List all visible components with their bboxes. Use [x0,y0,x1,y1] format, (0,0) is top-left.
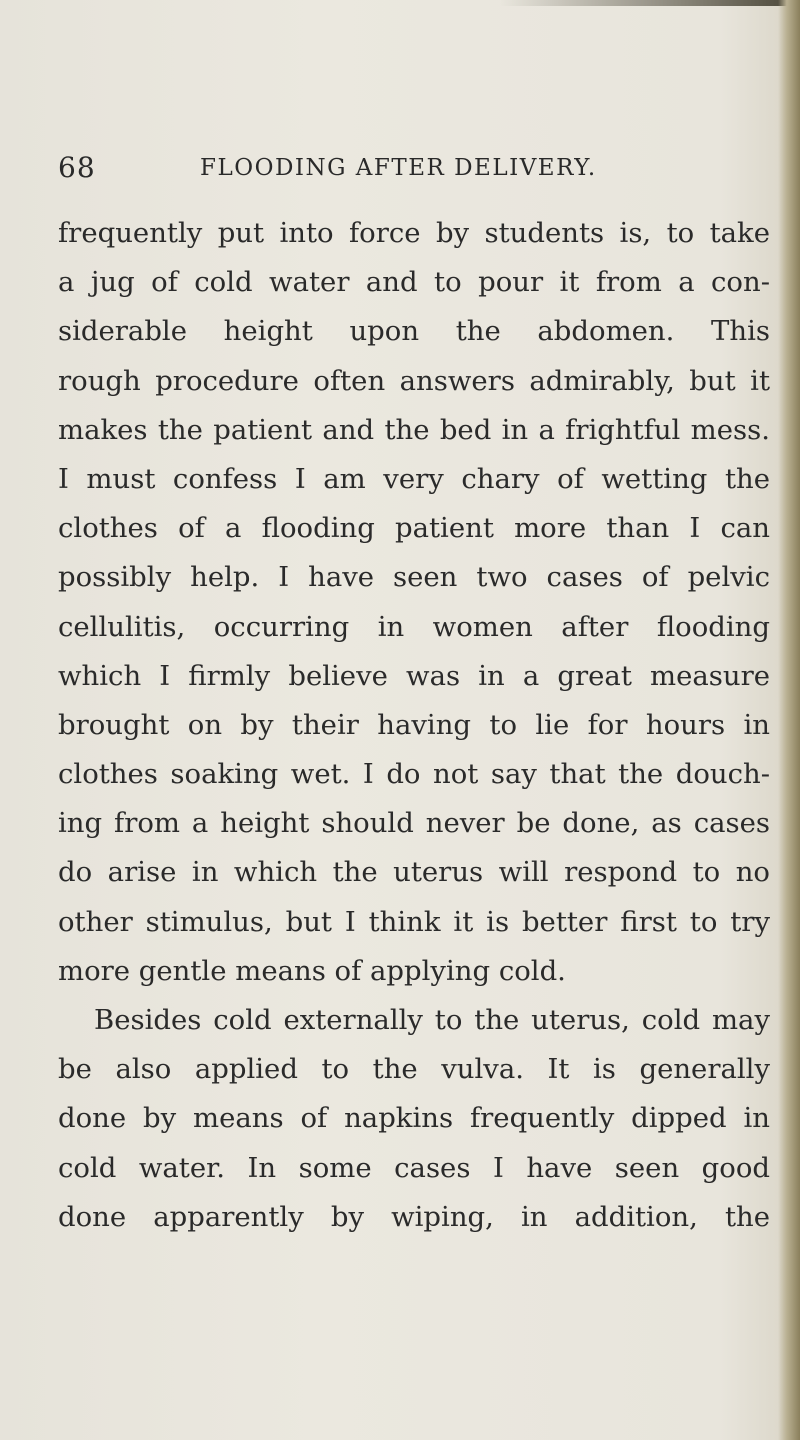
text-line: do arise in which the uterus will respond to no [58,856,770,889]
text-line: cold water. In some cases I have seen good [58,1151,770,1184]
text-line: which I firmly believe was in a great measure [58,659,770,692]
text-line: siderable height upon the abdomen. This [58,315,770,348]
text-line: more gentle means of applying cold. [58,954,566,987]
text-line: cellulitis, occurring in women after flooding [58,610,770,643]
body-text [58,209,770,1242]
text-line: rough procedure often answers admirably, but it [58,364,770,397]
text-line: clothes soaking wet. I do not say that the douch- [58,758,770,791]
running-head: FLOODING AFTER DELIVERY. [200,155,597,181]
page-number: 68 [58,151,96,184]
text-line: ing from a height should never be done, as cases [58,807,770,840]
text-line: makes the patient and the bed in a frightful mess. [58,413,770,446]
page-header [0,148,800,188]
text-line: done by means of napkins frequently dipped in [58,1102,770,1135]
text-line: brought on by their having to lie for hours in [58,708,770,741]
text-line: I must confess I am very chary of wetting the [58,462,770,495]
text-line: frequently put into force by students is, to take [58,217,770,249]
text-line: possibly help. I have seen two cases of pelvic [58,561,770,594]
text-line: Besides cold externally to the uterus, cold may [94,1004,770,1036]
page-top-shadow [500,0,800,6]
text-line: other stimulus, but I think it is better first to try [58,905,770,938]
text-line: be also applied to the vulva. It is generally [58,1053,770,1086]
text-line: a jug of cold water and to pour it from a con- [58,266,770,299]
text-line: done apparently by wiping, in addition, the [58,1200,770,1233]
text-line: clothes of a flooding patient more than I can [58,512,770,545]
page-binding-edge [778,0,800,1440]
